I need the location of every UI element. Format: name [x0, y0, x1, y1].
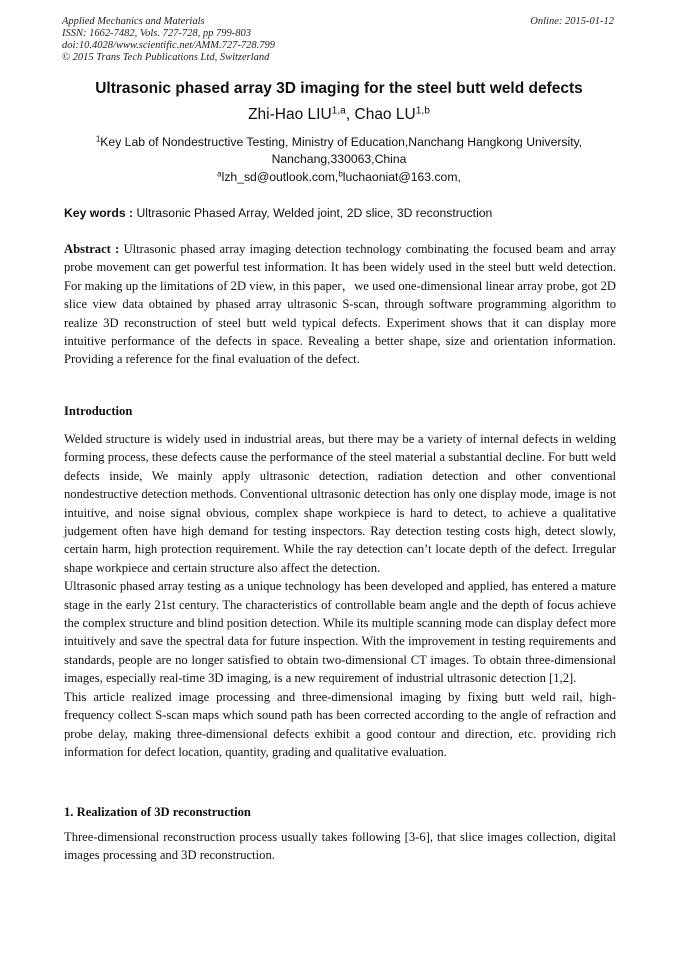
author-separator: ,	[345, 106, 355, 123]
introduction-paragraph: Ultrasonic phased array testing as a unique technology has been developed and applied, has entered a mature stage in the early 21st century. The characteristics of controllable beam angle and the depth of focus achieve the complex structure and blind position detection. While its multiple scanning mode can display defect more intuitively and save the spectral data for future inspection. With the improvement in testing requirements and standards, people are no longer satisfied to obtain two-dimensional CT images. To obtain three-dimensional images, especially real-time 3D imaging, is a new requirement of industrial ultrasonic detection [1,2].	[64, 579, 616, 686]
author-emails	[0, 170, 678, 184]
author-name: Zhi-Hao LIU	[248, 106, 332, 123]
section-1-body	[64, 828, 616, 865]
introduction-paragraph: Welded structure is widely used in industrial areas, but there may be a variety of internal defects in welding forming process, these defects cause the performance of the steel material a substantial decline. For butt weld defects inside, We mainly apply ultrasonic detection, radiation detection and other conventional nondestructive detection methods. Conventional ultrasonic detection has only one display mode, image is not intuitive, and noise signal obvious, complex shape workpiece is hard to detect, to achieve a qualitative judgement often have high demand for testing inspectors. Ray detection testing costs high, detect slowly, certain harm, high protection requirement. While the ray detection can’t locate depth of the defect. Irregular shape workpiece and certain structure also affect the detection.	[64, 432, 616, 575]
issn-line: ISSN: 1662-7482, Vols. 727-728, pp 799-803	[62, 28, 251, 39]
abstract-label: Abstract :	[64, 242, 120, 256]
journal-name: Applied Mechanics and Materials	[62, 16, 205, 27]
author-list	[0, 106, 678, 124]
email-a-superscript: a	[217, 169, 222, 179]
keywords	[64, 206, 624, 220]
introduction-heading: Introduction	[64, 404, 133, 418]
author-superscript: 1,a	[331, 105, 346, 117]
email-b[interactable]: luchaoniat@163.com,	[342, 170, 461, 184]
affiliation	[78, 134, 600, 168]
copyright-line: © 2015 Trans Tech Publications Ltd, Switzerland	[62, 52, 270, 63]
running-header	[62, 16, 275, 64]
email-a[interactable]: lzh_sd@outlook.com,	[221, 170, 339, 184]
abstract-paragraph	[64, 240, 616, 369]
section-1-paragraph: Three-dimensional reconstruction process usually takes following [3-6], that slice images collection, digital images processing and 3D reconstruction.	[64, 830, 616, 863]
online-date: Online: 2015-01-12	[530, 16, 614, 27]
introduction-body	[64, 430, 616, 761]
affiliation-superscript: 1	[95, 134, 101, 144]
author-name: Chao LU	[354, 106, 416, 123]
keywords-text: Ultrasonic Phased Array, Welded joint, 2D slice, 3D reconstruction	[133, 206, 493, 220]
introduction-paragraph: This article realized image processing and three-dimensional imaging by fixing butt weld rail, high-frequency collect S-scan maps which sound path has been corrected according to the angle of refraction and probe delay, making three-dimensional defects exhibit a good contour and direction, etc. providing rich information for defect location, quantity, grading and qualitative evaluation.	[64, 689, 616, 759]
abstract	[64, 240, 616, 369]
affiliation-text: Key Lab of Nondestructive Testing, Ministry of Education,Nanchang Hangkong University, Nanchang,330063,China	[100, 135, 583, 166]
abstract-text: Ultrasonic phased array imaging detection technology combinating the focused beam and array probe movement can get powerful test information. It has been widely used in the steel butt weld detection. For making up the limitations of 2D view, in this paper，we used one-dimensional linear array probe, got 2D slice view data obtained by phased array ultrasonic S-scan, through software programming algorithm to realize 3D reconstruction of steel butt weld typical defects. Experiment shows that it can display more intuitive performance of the defects in space. Revealing a better shape, size and orientation information. Providing a reference for the final evaluation of the defect.	[64, 242, 616, 367]
email-b-superscript: b	[338, 169, 343, 179]
paper-title: Ultrasonic phased array 3D imaging for the steel butt weld defects	[95, 80, 583, 97]
keywords-label: Key words :	[64, 206, 134, 220]
doi-line: doi:10.4028/www.scientific.net/AMM.727-728.799	[62, 40, 275, 51]
section-1-heading: 1. Realization of 3D reconstruction	[64, 805, 251, 819]
author-superscript: 1,b	[415, 105, 430, 117]
